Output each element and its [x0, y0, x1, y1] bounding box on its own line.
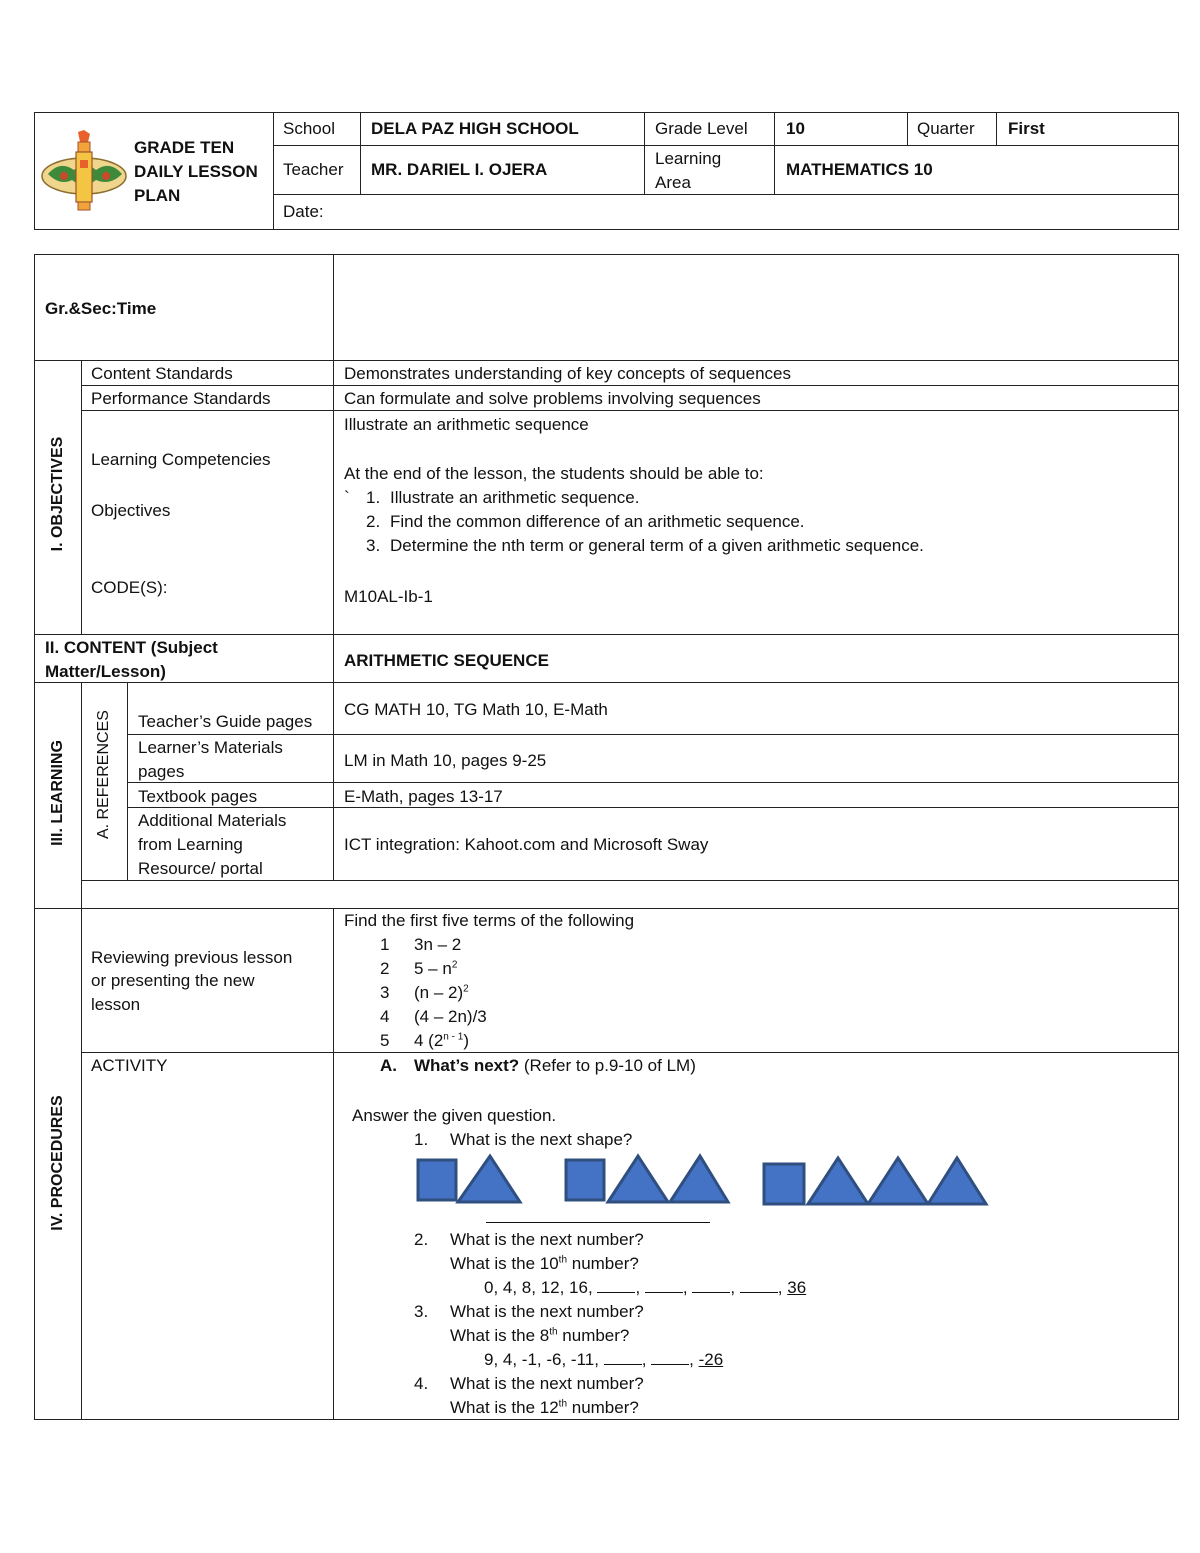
triangle-shape	[458, 1156, 520, 1202]
question-1: What is the next shape?	[450, 1130, 633, 1149]
objectives-label: Objectives	[91, 501, 171, 520]
review-item-4-num: 4	[380, 1007, 390, 1026]
triangle-shape	[670, 1156, 728, 1202]
learning-area-label-line1: Learning	[655, 149, 722, 168]
plan-title-line2: DAILY LESSON	[134, 162, 258, 181]
question-3a: What is the next number?	[450, 1302, 644, 1321]
grade-level-value: 10	[786, 119, 805, 138]
square-shape	[764, 1164, 804, 1204]
objectives-section-label: I. OBJECTIVES	[49, 436, 66, 552]
review-label-line2: or presenting the new	[91, 971, 255, 990]
gr-sec-time-label: Gr.&Sec:Time	[45, 299, 157, 318]
teachers-guide-value: CG MATH 10, TG Math 10, E-Math	[344, 700, 608, 719]
pattern-group-1	[418, 1156, 520, 1202]
question-2a: What is the next number?	[450, 1230, 644, 1249]
question-4b: What is the 12th number?	[450, 1398, 639, 1417]
pattern-group-3	[764, 1158, 986, 1204]
additional-materials-label-line1: Additional Materials	[138, 811, 287, 830]
teacher-value: MR. DARIEL I. OJERA	[371, 160, 548, 179]
review-label-line1: Reviewing previous lesson	[91, 948, 293, 967]
teacher-label: Teacher	[283, 160, 344, 179]
triangle-shape	[868, 1158, 928, 1204]
quarter-label: Quarter	[917, 119, 975, 138]
quarter-value: First	[1008, 119, 1045, 138]
procedures-section-label: IV. PROCEDURES	[49, 1095, 66, 1231]
references-label: A. REFERENCES	[95, 710, 112, 839]
review-intro: Find the first five terms of the following	[344, 911, 635, 930]
content-value: ARITHMETIC SEQUENCE	[344, 651, 549, 670]
review-item-1: 3n – 2	[414, 935, 462, 954]
sequence-1: 0, 4, 8, 12, 16, , , , , 36	[484, 1278, 807, 1297]
triangle-shape	[928, 1158, 986, 1204]
review-item-2: $5 - n^2$	[414, 959, 458, 978]
review-item-3: (n – 2)$^2$	[414, 983, 469, 1002]
square-shape	[566, 1160, 604, 1200]
objective-1-num: 1.	[366, 488, 381, 507]
performance-standards-value: Can formulate and solve problems involving sequences	[344, 389, 761, 408]
learning-competencies-label: Learning Competencies	[91, 450, 271, 469]
teachers-guide-label: Teacher’s Guide pages	[138, 712, 313, 731]
learning-area-value: MATHEMATICS 10	[786, 160, 933, 179]
objective-3-num: 3.	[366, 536, 381, 555]
code-value: M10AL-Ib-1	[344, 587, 433, 606]
plan-title-line1: GRADE TEN	[134, 138, 235, 157]
content-standards-label: Content Standards	[91, 364, 233, 383]
performance-standards-label: Performance Standards	[91, 389, 271, 408]
square-shape	[418, 1160, 456, 1200]
question-2b: What is the 10th number?	[450, 1254, 639, 1273]
school-label: School	[283, 119, 335, 138]
codes-label: CODE(S):	[91, 578, 168, 597]
objectives-intro: At the end of the lesson, the students should be able to:	[344, 464, 764, 483]
objective-3: Determine the nth term or general term of a given arithmetic sequence.	[390, 536, 924, 555]
learners-materials-value: LM in Math 10, pages 9-25	[344, 751, 547, 770]
review-item-5-num: 5	[380, 1031, 390, 1050]
objective-2-num: 2.	[366, 512, 381, 531]
learning-section-label: III. LEARNING	[49, 740, 66, 846]
learners-materials-label-line1: Learner’s Materials	[138, 738, 283, 757]
school-value: DELA PAZ HIGH SCHOOL	[371, 119, 579, 138]
additional-materials-value: ICT integration: Kahoot.com and Microsoft Sway	[344, 835, 709, 854]
textbook-label: Textbook pages	[138, 787, 258, 806]
additional-materials-label-line2: from Learning	[138, 835, 243, 854]
activity-heading: What’s next? (Refer to p.9-10 of LM)	[414, 1056, 696, 1075]
grade-level-label: Grade Level	[655, 119, 748, 138]
content-label-line1: II. CONTENT (Subject	[45, 638, 218, 657]
review-item-2-num: 2	[380, 959, 390, 978]
shape-pattern-figure	[410, 1150, 1000, 1210]
textbook-value: E-Math, pages 13-17	[344, 787, 503, 806]
school-logo	[40, 130, 130, 212]
learning-area-label-line2: Area	[655, 173, 691, 192]
review-label-line3: lesson	[91, 995, 141, 1014]
activity-letter: A.	[380, 1056, 397, 1075]
review-item-1-num: 1	[380, 935, 390, 954]
pattern-group-2	[566, 1156, 728, 1202]
review-item-4: (4 – 2n)/3	[414, 1007, 487, 1026]
objective-1: Illustrate an arithmetic sequence.	[390, 488, 640, 507]
content-label-line2: Matter/Lesson)	[45, 662, 166, 681]
date-label: Date:	[283, 202, 324, 221]
content-standards-value: Demonstrates understanding of key concepts of sequences	[344, 364, 791, 383]
question-2-num: 2.	[414, 1230, 429, 1249]
learners-materials-label-line2: pages	[138, 762, 185, 781]
objective-2: Find the common difference of an arithmetic sequence.	[390, 512, 805, 531]
question-3b: What is the 8th number?	[450, 1326, 630, 1345]
triangle-shape	[808, 1158, 868, 1204]
plan-title-line3: PLAN	[134, 186, 181, 205]
backtick-mark: `	[344, 488, 350, 507]
review-item-5: 4 (2$^{n - 1}$)	[414, 1031, 469, 1050]
question-1-num: 1.	[414, 1130, 429, 1149]
competency-value: Illustrate an arithmetic sequence	[344, 415, 589, 434]
additional-materials-label-line3: Resource/ portal	[138, 859, 263, 878]
question-3-num: 3.	[414, 1302, 429, 1321]
review-item-3-num: 3	[380, 983, 390, 1002]
activity-label: ACTIVITY	[91, 1056, 168, 1075]
question-4-num: 4.	[414, 1374, 429, 1393]
sequence-2: 9, 4, -1, -6, -11, , , -26	[484, 1350, 724, 1369]
answer-prompt: Answer the given question.	[352, 1106, 557, 1125]
triangle-shape	[608, 1156, 668, 1202]
question-4a: What is the next number?	[450, 1374, 644, 1393]
answer-line	[486, 1222, 710, 1223]
